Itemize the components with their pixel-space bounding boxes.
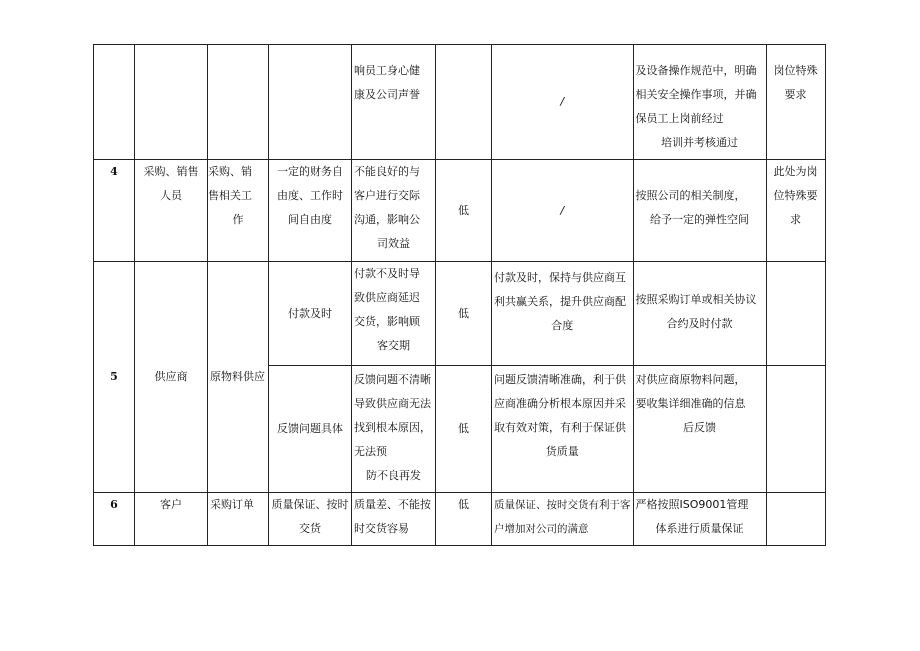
risk-level: 低 — [458, 498, 469, 511]
text-line: 问题反馈清晰准确，利于供 — [494, 373, 626, 386]
table-row — [94, 160, 826, 262]
cell-no — [94, 45, 135, 160]
cell-remark — [492, 493, 634, 546]
table-row — [94, 493, 826, 546]
cell-level — [436, 45, 492, 160]
expect-text: 反馈问题具体 — [277, 422, 343, 435]
cell-effect — [352, 493, 436, 546]
text-line: 间自由度 — [288, 213, 332, 226]
risk-level: 低 — [458, 306, 469, 320]
cell-no — [94, 160, 135, 262]
cell-item — [208, 45, 269, 160]
text-line: 反馈问题不清晰 — [354, 373, 431, 386]
cell-remark — [492, 160, 634, 262]
cell-note — [766, 45, 825, 160]
cell-effect — [352, 45, 436, 160]
row-number: 5 — [110, 370, 118, 383]
cell-remark — [492, 366, 634, 493]
cell-note — [766, 366, 825, 493]
text-line: 严格按照ISO9001管理 — [635, 498, 749, 511]
text-line: 及设备操作规范中，明确 — [635, 64, 757, 77]
cell-effect — [352, 366, 436, 493]
text-line: 人员 — [160, 189, 182, 202]
item-name: 采购订单 — [210, 498, 254, 511]
text-line: 售相关工 — [208, 189, 252, 202]
text-line: 一定的财务自 — [277, 165, 343, 178]
text-line: 采购、销 — [208, 165, 252, 178]
text-line: 付款不及时导 — [354, 267, 420, 280]
text-line: 由度、工作时 — [277, 189, 343, 202]
row-number: 6 — [110, 498, 118, 511]
cell-party — [135, 160, 208, 262]
risk-table — [93, 44, 826, 546]
text-line: 利共赢关系，提升供应商配 — [494, 295, 626, 308]
cell-note — [766, 160, 825, 262]
cell-measure — [633, 262, 766, 366]
cell-party — [135, 45, 208, 160]
cell-level — [436, 160, 492, 262]
cell-expect — [269, 262, 352, 366]
cell-expect — [269, 160, 352, 262]
text-line: 岗位特殊 — [773, 64, 818, 77]
text-line: 质量保证、按时交货有利于客 — [494, 499, 631, 511]
text-line: 沟通，影响公 — [354, 213, 420, 226]
text-line: 客交期 — [377, 339, 410, 352]
cell-item — [208, 493, 269, 546]
text-line: 体系进行质量保证 — [655, 522, 744, 535]
text-line: 客户进行交际 — [354, 189, 420, 202]
text-line: 按照采购订单或相关协议 — [635, 293, 757, 306]
text-line: 不能良好的与 — [354, 165, 420, 178]
cell-note — [766, 493, 825, 546]
cell-effect — [352, 262, 436, 366]
text-line: 位特殊要 — [773, 189, 818, 202]
text-line: 付款及时，保持与供应商互 — [494, 271, 626, 284]
cell-item — [208, 262, 269, 493]
table-row — [94, 45, 826, 160]
party-name: 客户 — [160, 498, 182, 511]
cell-expect — [269, 493, 352, 546]
text-line: 货质量 — [545, 445, 579, 458]
expect-text: 付款及时 — [288, 306, 332, 320]
cell-expect — [269, 366, 352, 493]
text-line: 响员工身心健 — [354, 64, 420, 77]
text-line: 合约及时付款 — [666, 317, 733, 330]
slash-mark: / — [560, 95, 565, 108]
cell-note — [766, 262, 825, 366]
text-line: 导致供应商无法 — [354, 397, 431, 410]
cell-no — [94, 493, 135, 546]
text-line: 司效益 — [377, 237, 410, 250]
cell-measure — [633, 366, 766, 493]
cell-effect — [352, 160, 436, 262]
risk-level: 低 — [458, 203, 469, 217]
text-line: 找到根本原因， — [354, 421, 431, 434]
cell-party — [135, 493, 208, 546]
text-line: 康及公司声誉 — [354, 88, 420, 101]
text-line: 给予一定的弹性空间 — [650, 213, 749, 226]
text-line: 交货，影响顾 — [354, 315, 420, 328]
text-line: 保员工上岗前经过 — [635, 112, 724, 125]
cell-measure — [633, 493, 766, 546]
cell-level — [436, 262, 492, 366]
cell-item — [208, 160, 269, 262]
item-name: 原物料供应 — [210, 370, 265, 383]
cell-no — [94, 262, 135, 493]
text-line: 后反馈 — [683, 421, 716, 434]
cell-remark — [492, 45, 634, 160]
text-line: 质量差、不能按 — [354, 498, 431, 511]
text-line: 求 — [790, 213, 801, 226]
row-number: 4 — [110, 165, 118, 178]
text-line: 时交货容易 — [354, 522, 409, 535]
risk-level: 低 — [458, 422, 469, 435]
text-line: 户增加对公司的满意 — [494, 523, 589, 535]
text-line: 培训并考核通过 — [661, 136, 738, 149]
text-line: 按照公司的相关制度， — [635, 189, 746, 202]
cell-remark — [492, 262, 634, 366]
text-line: 采购、销售 — [143, 165, 199, 178]
text-line: 取有效对策，有利于保证供 — [494, 421, 626, 434]
text-line: 质量保证、按时 — [271, 498, 349, 511]
text-line: 致供应商延迟 — [354, 291, 420, 304]
text-line: 防不良再发 — [366, 469, 421, 482]
text-line: 合度 — [551, 319, 574, 332]
cell-measure — [633, 160, 766, 262]
text-line: 要收集详细准确的信息 — [635, 397, 746, 410]
cell-measure — [633, 45, 766, 160]
text-line: 交货 — [299, 522, 321, 535]
text-line: 对供应商原物料问题， — [635, 373, 746, 386]
text-line: 无法预 — [354, 445, 387, 458]
text-line: 作 — [232, 213, 244, 226]
text-line: 相关安全操作事项，并确 — [635, 88, 757, 101]
party-name: 供应商 — [154, 370, 188, 383]
text-line: 要求 — [784, 88, 807, 101]
text-line: 应商准确分析根本原因并采 — [494, 397, 626, 410]
text-line: 此处为岗 — [773, 165, 818, 178]
slash-mark: / — [560, 203, 565, 217]
table-row — [94, 262, 826, 366]
cell-level — [436, 493, 492, 546]
cell-party — [135, 262, 208, 493]
cell-expect — [269, 45, 352, 160]
cell-level — [436, 366, 492, 493]
